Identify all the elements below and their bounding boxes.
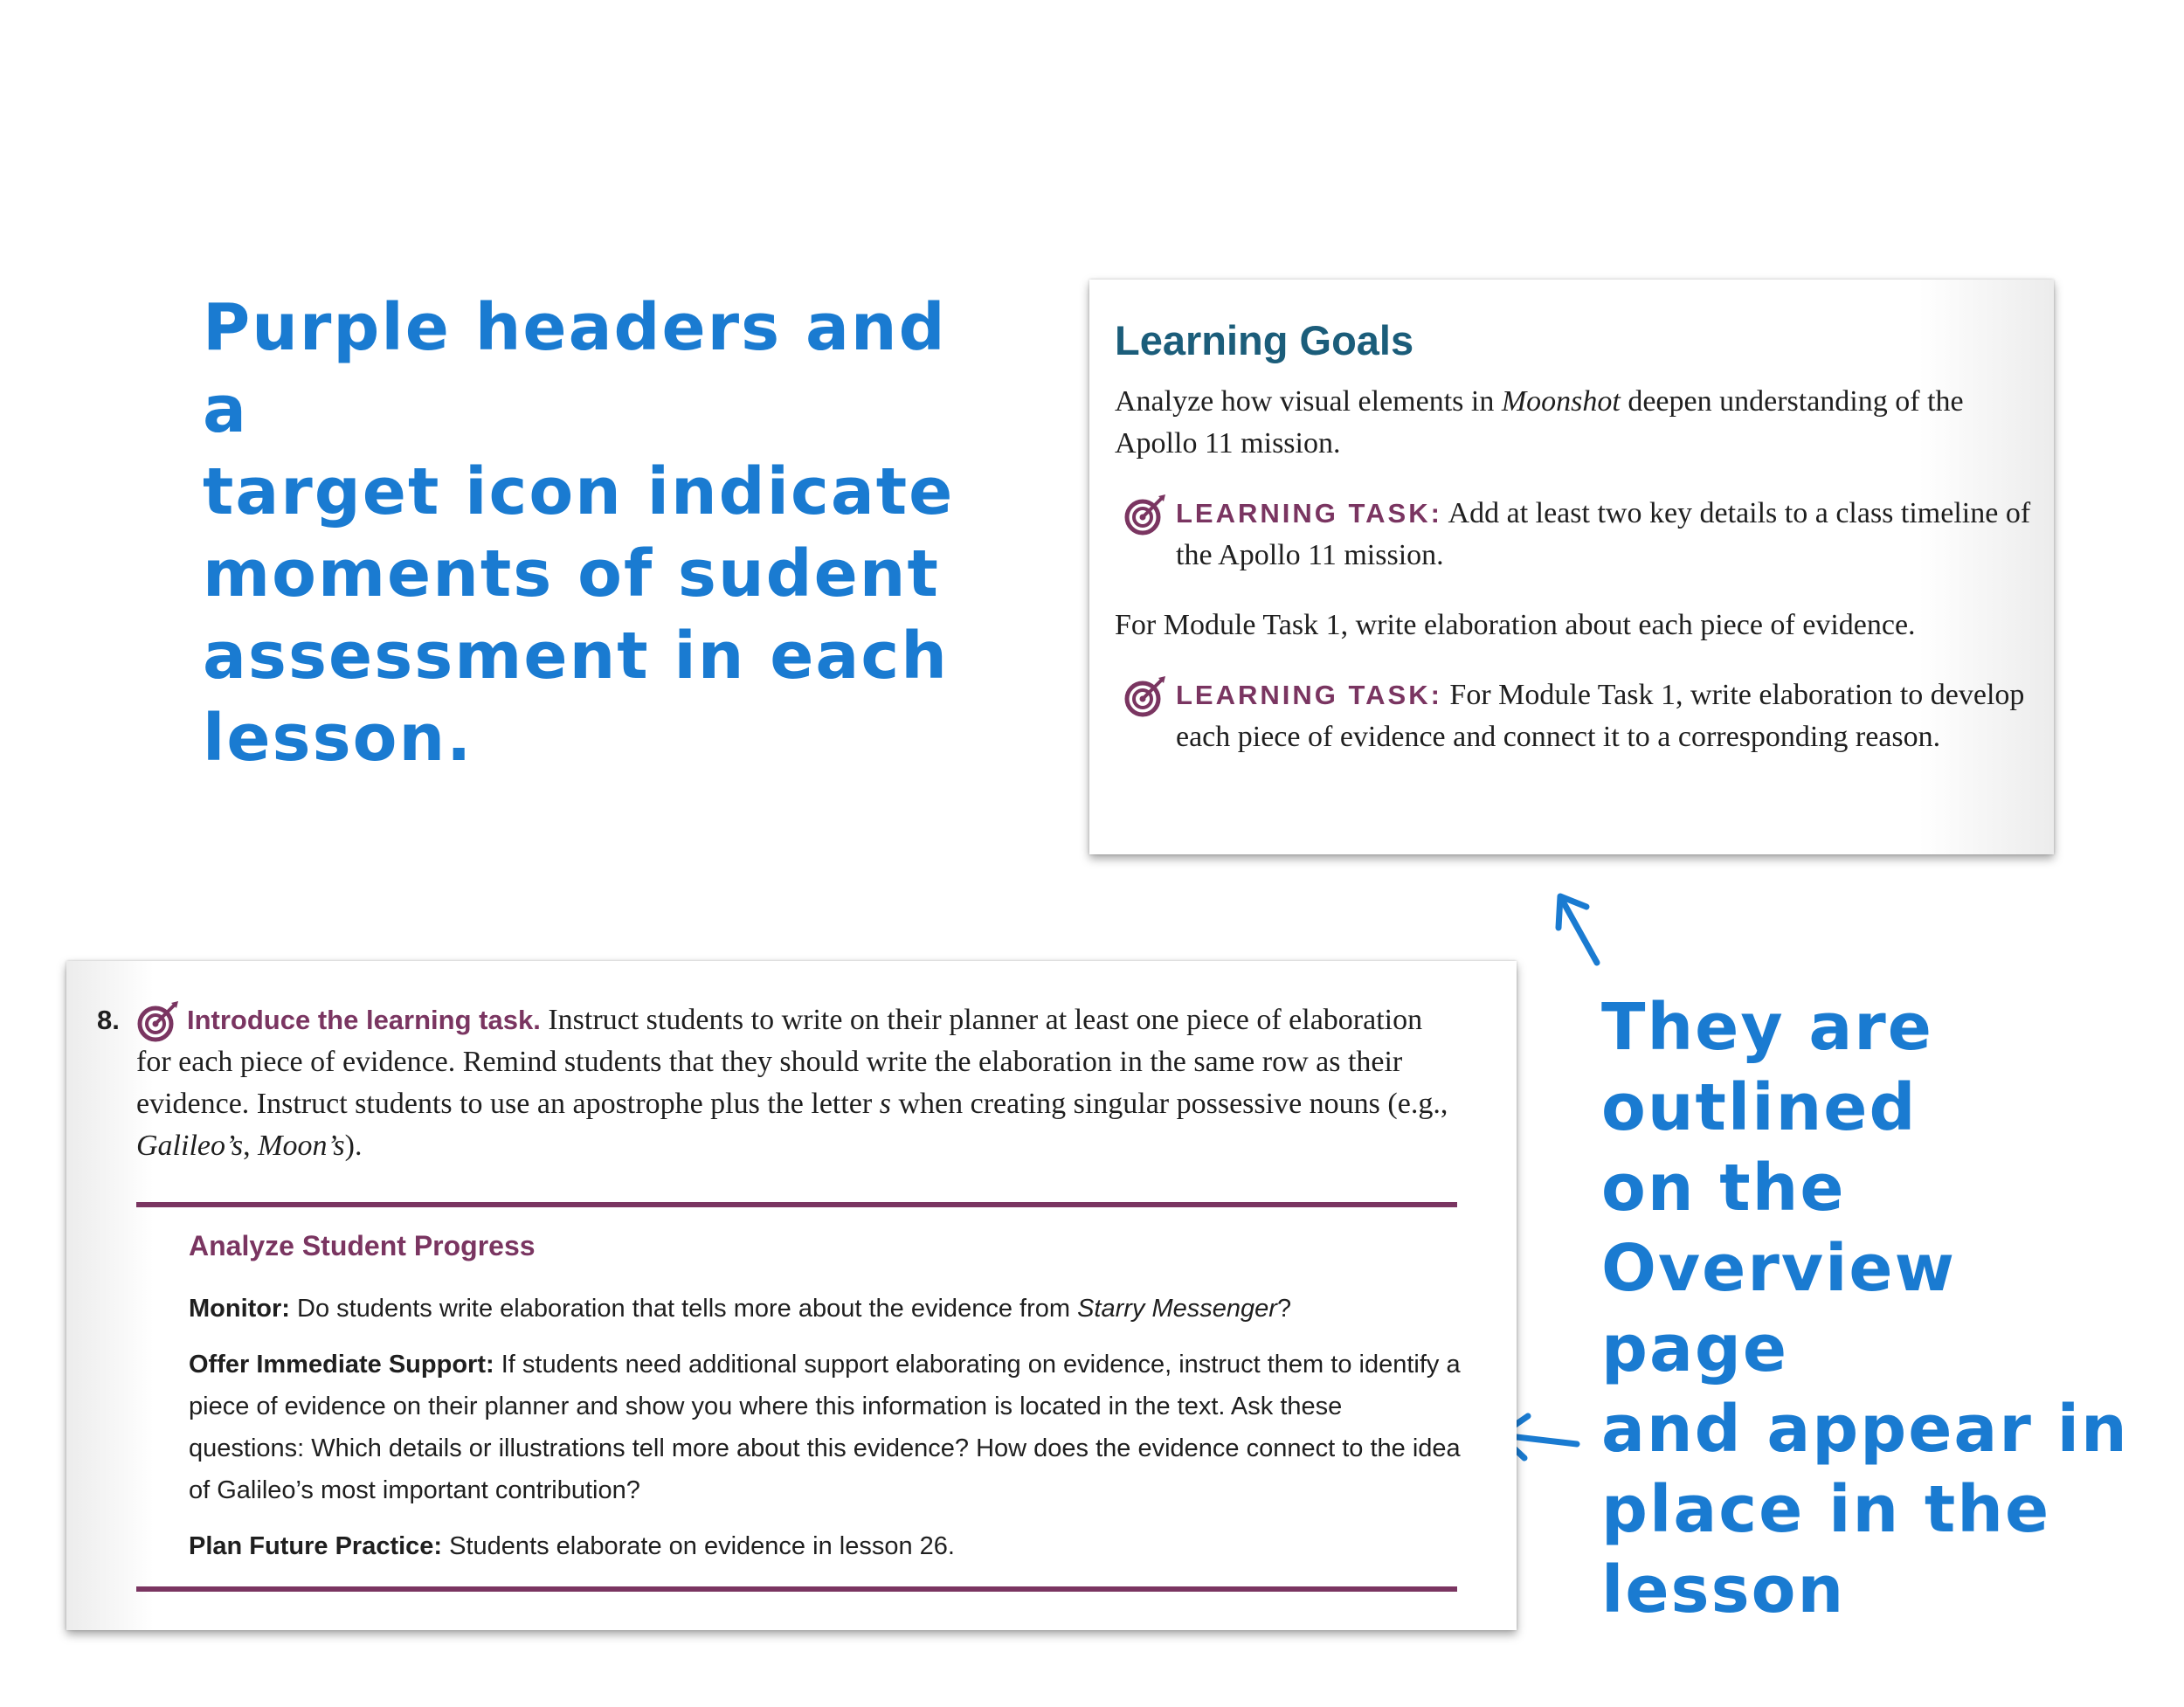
callout-right-line: They are outlined xyxy=(1601,990,1933,1145)
target-icon xyxy=(1123,674,1171,718)
step-body: when creating singular possessive nouns (e.g., xyxy=(890,1088,1448,1120)
callout-left-line: Purple headers and a xyxy=(203,290,947,447)
divider-top xyxy=(136,1202,1457,1207)
support-text: If students need additional support elaborating on evidence, instruct them to identify a piece of evidence on their planner and show you where this information is located in the text. Ask these questions: Which details or illustrations tell more about this evidence? How does the evidence connect to the idea of Galileo’s most important contribution? xyxy=(189,1351,1461,1504)
callout-right-line: lesson xyxy=(1601,1552,1846,1628)
learning-task-2 xyxy=(1176,674,2041,758)
goal-text: deepen understanding of the Apollo 11 mission. xyxy=(1115,385,1964,460)
learning-goals-title: Learning Goals xyxy=(1115,317,1414,363)
callout-right xyxy=(1601,987,2178,1630)
arrow-icon xyxy=(1546,882,1625,970)
step-body: , xyxy=(243,1130,259,1162)
plan-text: Students elaborate on evidence in lesson 26. xyxy=(442,1532,955,1560)
step-italic: s xyxy=(879,1088,891,1120)
callout-right-line: place in the xyxy=(1601,1472,2051,1547)
learning-task-text: For Module Task 1, write elaboration to develop each piece of evidence and connect it to a corresponding reason. xyxy=(1176,679,2025,753)
learning-goal-1 xyxy=(1115,381,2023,465)
lesson-step xyxy=(97,999,1464,1167)
monitor-paragraph xyxy=(189,1288,1464,1330)
monitor-book-title: Starry Messenger xyxy=(1077,1295,1277,1323)
support-paragraph xyxy=(189,1344,1464,1511)
step-body: Instruct students to write on their planner at least one piece of elaboration for each piece of evidence. Remind students that they should write the elaboration in the same row as their evidence. Instruct students to use an apostrophe plus the letter xyxy=(136,1004,1423,1120)
monitor-label: Monitor: xyxy=(189,1295,290,1323)
callout-left-line: moments of sudent xyxy=(203,536,940,612)
learning-goal-2: For Module Task 1, write elaboration about each piece of evidence. xyxy=(1115,609,1916,641)
callout-left-line: lesson. xyxy=(203,701,473,776)
callout-left-line: assessment in each xyxy=(203,619,949,694)
step-body: ). xyxy=(344,1130,363,1162)
callout-right-line: page xyxy=(1601,1311,1789,1386)
target-icon xyxy=(136,999,183,1043)
goal-book-title: Moonshot xyxy=(1501,385,1621,418)
divider-bottom xyxy=(136,1586,1457,1592)
support-label: Offer Immediate Support: xyxy=(189,1351,494,1379)
monitor-text: ? xyxy=(1276,1295,1292,1323)
learning-task-1 xyxy=(1176,493,2041,577)
learning-task-label: LEARNING TASK: xyxy=(1176,498,1442,529)
goal-text: Analyze how visual elements in xyxy=(1115,385,1502,418)
step-italic: Galileo’s xyxy=(136,1130,244,1162)
step-italic: Moon’s xyxy=(258,1130,345,1162)
target-icon xyxy=(1123,493,1171,536)
overview-card xyxy=(1089,280,2054,854)
callout-left-line: target icon indicate xyxy=(203,454,955,529)
learning-task-label: LEARNING TASK: xyxy=(1176,680,1442,710)
learning-task-text: Add at least two key details to a class timeline of the Apollo 11 mission. xyxy=(1176,497,2031,571)
step-number: 8. xyxy=(97,1005,120,1035)
step-heading: Introduce the learning task. xyxy=(187,1005,541,1035)
callout-right-line: on the Overview xyxy=(1601,1151,1956,1306)
lesson-card xyxy=(66,961,1517,1630)
callout-left xyxy=(203,287,989,779)
monitor-text: Do students write elaboration that tells more about the evidence from xyxy=(289,1295,1078,1323)
callout-right-line: and appear in xyxy=(1601,1392,2129,1467)
plan-paragraph xyxy=(189,1525,1464,1567)
analyze-progress-title: Analyze Student Progress xyxy=(189,1230,536,1261)
plan-label: Plan Future Practice: xyxy=(189,1532,443,1560)
